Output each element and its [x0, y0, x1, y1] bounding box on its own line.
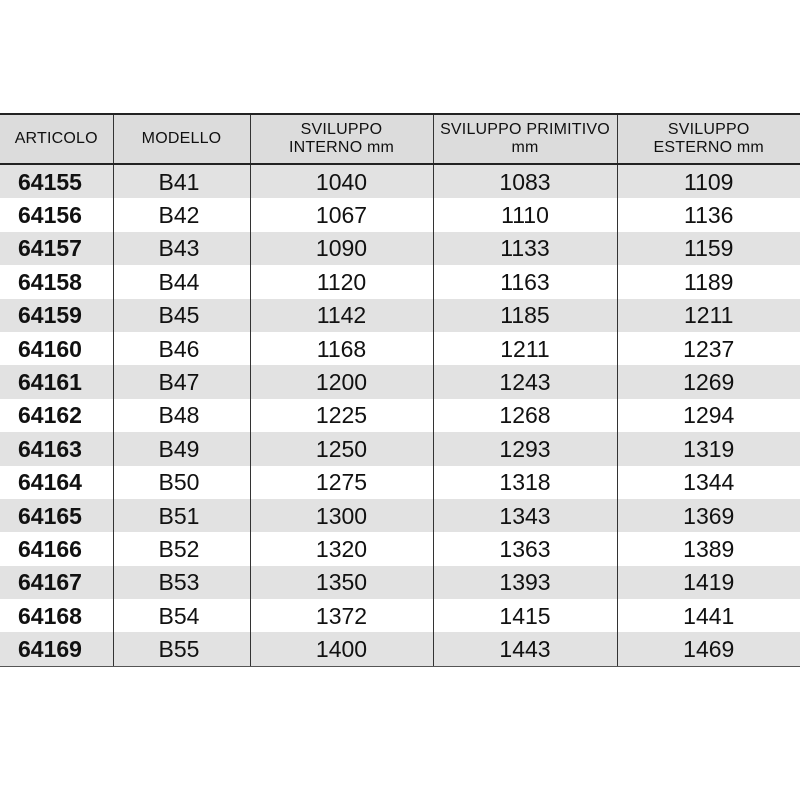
cell-sviluppo-primitivo: 1110: [433, 198, 617, 231]
cell-sviluppo-interno: 1275: [250, 466, 433, 499]
cell-modello: B45: [113, 299, 250, 332]
cell-articolo: 64165: [0, 499, 113, 532]
table-row: [0, 599, 800, 632]
cell-articolo: 64164: [0, 466, 113, 499]
cell-sviluppo-interno: 1372: [250, 599, 433, 632]
cell-sviluppo-esterno: 1109: [617, 164, 800, 198]
cell-articolo: 64167: [0, 566, 113, 599]
belt-size-table-container: [0, 113, 800, 667]
cell-sviluppo-esterno: 1419: [617, 566, 800, 599]
cell-modello: B49: [113, 432, 250, 465]
cell-sviluppo-esterno: 1237: [617, 332, 800, 365]
table-row: [0, 332, 800, 365]
cell-articolo: 64162: [0, 399, 113, 432]
table-row: [0, 499, 800, 532]
cell-sviluppo-primitivo: 1293: [433, 432, 617, 465]
cell-modello: B44: [113, 265, 250, 298]
header-modello-label: MODELLO: [141, 130, 222, 147]
table-row: [0, 432, 800, 465]
cell-sviluppo-primitivo: 1318: [433, 466, 617, 499]
cell-sviluppo-esterno: 1211: [617, 299, 800, 332]
table-body: [0, 164, 800, 666]
cell-articolo: 64155: [0, 164, 113, 198]
cell-sviluppo-primitivo: 1363: [433, 532, 617, 565]
table-row: [0, 299, 800, 332]
cell-sviluppo-esterno: 1441: [617, 599, 800, 632]
cell-articolo: 64159: [0, 299, 113, 332]
cell-sviluppo-interno: 1320: [250, 532, 433, 565]
cell-sviluppo-interno: 1400: [250, 632, 433, 666]
header-articolo-label: ARTICOLO: [14, 130, 98, 147]
cell-sviluppo-primitivo: 1268: [433, 399, 617, 432]
header-modello: [113, 114, 250, 164]
cell-sviluppo-interno: 1200: [250, 365, 433, 398]
cell-sviluppo-esterno: 1319: [617, 432, 800, 465]
cell-articolo: 64160: [0, 332, 113, 365]
header-sviluppo-esterno-line1: SVILUPPO: [667, 121, 750, 138]
cell-articolo: 64169: [0, 632, 113, 666]
header-sviluppo-primitivo-line1: SVILUPPO PRIMITIVO: [440, 121, 610, 138]
table-row: [0, 365, 800, 398]
cell-sviluppo-interno: 1090: [250, 232, 433, 265]
cell-modello: B54: [113, 599, 250, 632]
cell-articolo: 64163: [0, 432, 113, 465]
cell-modello: B52: [113, 532, 250, 565]
header-sviluppo-interno-line1: SVILUPPO: [300, 121, 383, 138]
cell-sviluppo-primitivo: 1443: [433, 632, 617, 666]
cell-articolo: 64161: [0, 365, 113, 398]
cell-articolo: 64157: [0, 232, 113, 265]
cell-sviluppo-primitivo: 1415: [433, 599, 617, 632]
cell-sviluppo-interno: 1300: [250, 499, 433, 532]
cell-sviluppo-esterno: 1344: [617, 466, 800, 499]
cell-modello: B51: [113, 499, 250, 532]
cell-sviluppo-primitivo: 1211: [433, 332, 617, 365]
cell-modello: B53: [113, 566, 250, 599]
header-sviluppo-primitivo-line2: mm: [511, 139, 539, 156]
cell-sviluppo-interno: 1040: [250, 164, 433, 198]
cell-sviluppo-esterno: 1159: [617, 232, 800, 265]
cell-modello: B46: [113, 332, 250, 365]
cell-sviluppo-esterno: 1369: [617, 499, 800, 532]
table-row: [0, 399, 800, 432]
cell-sviluppo-interno: 1067: [250, 198, 433, 231]
cell-modello: B42: [113, 198, 250, 231]
cell-modello: B50: [113, 466, 250, 499]
header-sviluppo-esterno: [617, 114, 800, 164]
cell-sviluppo-esterno: 1389: [617, 532, 800, 565]
cell-sviluppo-interno: 1142: [250, 299, 433, 332]
cell-sviluppo-primitivo: 1185: [433, 299, 617, 332]
belt-size-table: [0, 113, 800, 667]
cell-sviluppo-primitivo: 1243: [433, 365, 617, 398]
header-articolo: [0, 114, 113, 164]
cell-sviluppo-interno: 1350: [250, 566, 433, 599]
cell-modello: B55: [113, 632, 250, 666]
header-sviluppo-interno: [250, 114, 433, 164]
table-row: [0, 532, 800, 565]
cell-modello: B48: [113, 399, 250, 432]
table-row: [0, 265, 800, 298]
cell-modello: B41: [113, 164, 250, 198]
cell-modello: B47: [113, 365, 250, 398]
table-header: [0, 114, 800, 164]
table-row: [0, 632, 800, 666]
cell-sviluppo-esterno: 1136: [617, 198, 800, 231]
cell-sviluppo-primitivo: 1393: [433, 566, 617, 599]
header-row: [0, 114, 800, 164]
cell-sviluppo-esterno: 1269: [617, 365, 800, 398]
header-sviluppo-esterno-line2: ESTERNO mm: [653, 139, 764, 156]
cell-modello: B43: [113, 232, 250, 265]
table-row: [0, 566, 800, 599]
cell-sviluppo-esterno: 1294: [617, 399, 800, 432]
cell-sviluppo-esterno: 1189: [617, 265, 800, 298]
cell-sviluppo-primitivo: 1343: [433, 499, 617, 532]
cell-sviluppo-interno: 1120: [250, 265, 433, 298]
cell-sviluppo-primitivo: 1083: [433, 164, 617, 198]
table-row: [0, 198, 800, 231]
table-row: [0, 164, 800, 198]
cell-sviluppo-primitivo: 1133: [433, 232, 617, 265]
cell-articolo: 64158: [0, 265, 113, 298]
header-sviluppo-primitivo: [433, 114, 617, 164]
cell-sviluppo-esterno: 1469: [617, 632, 800, 666]
cell-sviluppo-interno: 1225: [250, 399, 433, 432]
table-row: [0, 466, 800, 499]
cell-articolo: 64168: [0, 599, 113, 632]
header-sviluppo-interno-line2: INTERNO mm: [288, 139, 395, 156]
cell-sviluppo-interno: 1168: [250, 332, 433, 365]
cell-sviluppo-interno: 1250: [250, 432, 433, 465]
cell-sviluppo-primitivo: 1163: [433, 265, 617, 298]
table-row: [0, 232, 800, 265]
cell-articolo: 64156: [0, 198, 113, 231]
cell-articolo: 64166: [0, 532, 113, 565]
